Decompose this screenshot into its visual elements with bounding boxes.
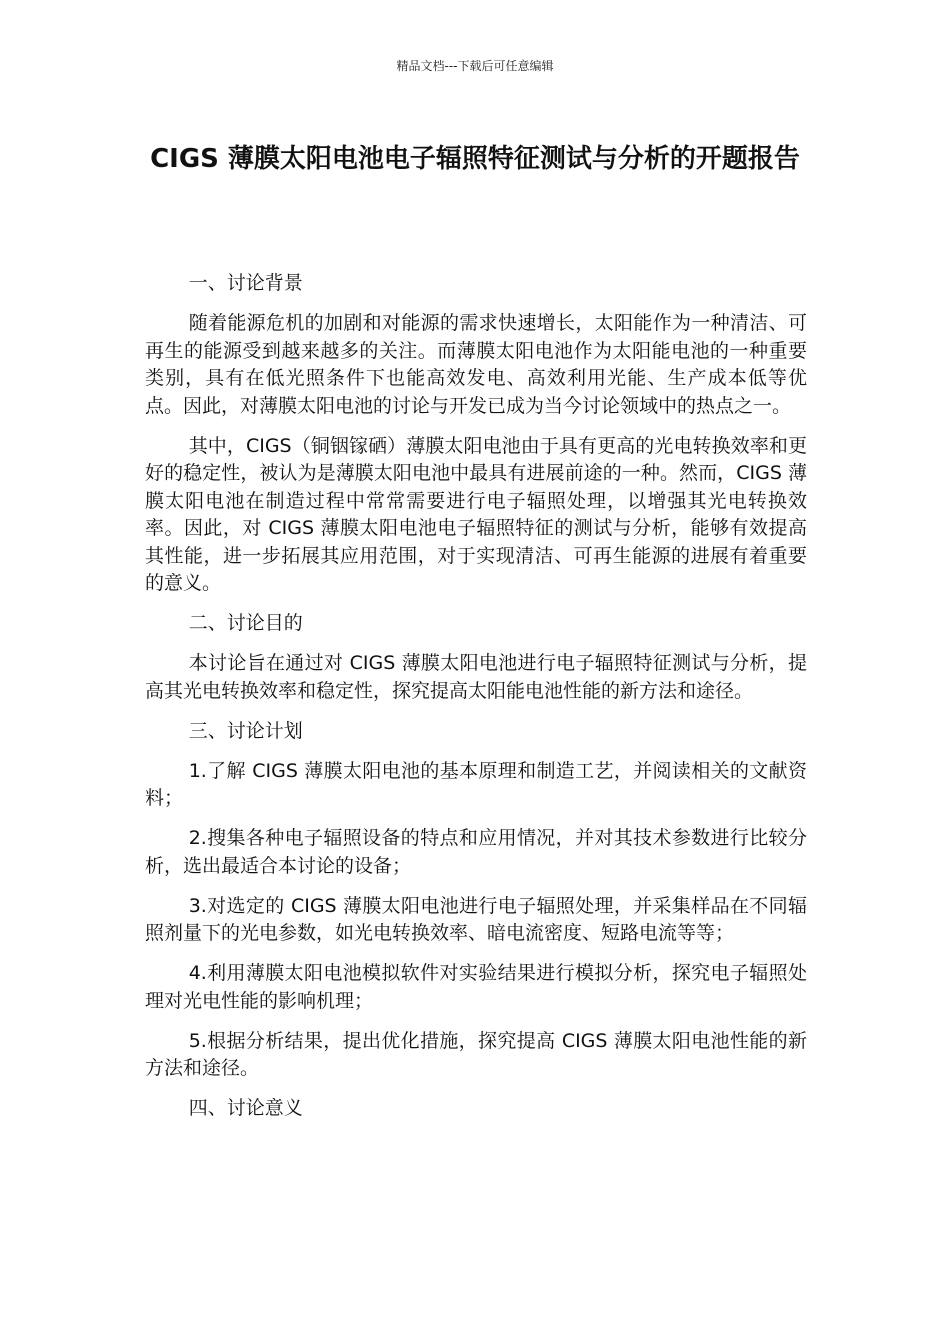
document-title: CIGS 薄膜太阳电池电子辐照特征测试与分析的开题报告 [150,144,800,174]
section-heading-plan: 三、讨论计划 [188,719,303,742]
plan-item-5: 5.根据分析结果，提出优化措施，探究提高 CIGS 薄膜太阳电池性能的新方法和途径。 [145,1029,807,1079]
section-heading-purpose: 二、讨论目的 [188,612,303,634]
plan-item-3: 3.对选定的 CIGS 薄膜太阳电池进行电子辐照处理，并采集样品在不同辐照剂量下的光电参数，如光电转换效率、暗电流密度、短路电流等等； [145,894,807,944]
section-heading-background: 一、讨论背景 [188,272,303,294]
paragraph-background-1: 随着能源危机的加剧和对能源的需求快速增长，太阳能作为一种清洁、可再生的能源受到越来越多的关注。而薄膜太阳电池作为太阳能电池的一种重要类别，具有在低光照条件下也能高效发电、高效利用光能、生产成本低等优点。因此，对薄膜太阳电池的讨论与开发已成为当今讨论领域中的热点之一。 [145,312,807,417]
plan-item-4: 4.利用薄膜太阳电池模拟软件对实验结果进行模拟分析，探究电子辐照处理对光电性能的影响机理； [145,962,807,1012]
plan-item-1: 1.了解 CIGS 薄膜太阳电池的基本原理和制造工艺，并阅读相关的文献资料； [145,759,807,809]
paragraph-purpose: 本讨论旨在通过对 CIGS 薄膜太阳电池进行电子辐照特征测试与分析，提高其光电转换效率和稳定性，探究提高太阳能电池性能的新方法和途径。 [145,652,807,702]
paragraph-background-2: 其中，CIGS（铜铟镓硒）薄膜太阳电池由于具有更高的光电转换效率和更好的稳定性，被认为是薄膜太阳电池中最具有进展前途的一种。然而，CIGS 薄膜太阳电池在制造过程中常常需要进行电子辐照处理，以增强其光电转换效率。因此，对 CIGS 薄膜太阳电池电子辐照特征的测试与分析，能够有效提高其性能，进一步拓展其应用范围，对于实现清洁、可再生能源的进展有着重要的意义。 [145,434,807,594]
document-body [145,270,807,1135]
header-watermark: 精品文档---下载后可任意编辑 [396,59,554,73]
plan-item-2: 2.搜集各种电子辐照设备的特点和应用情况，并对其技术参数进行比较分析，选出最适合本讨论的设备； [145,827,807,877]
section-heading-significance: 四、讨论意义 [188,1097,303,1119]
